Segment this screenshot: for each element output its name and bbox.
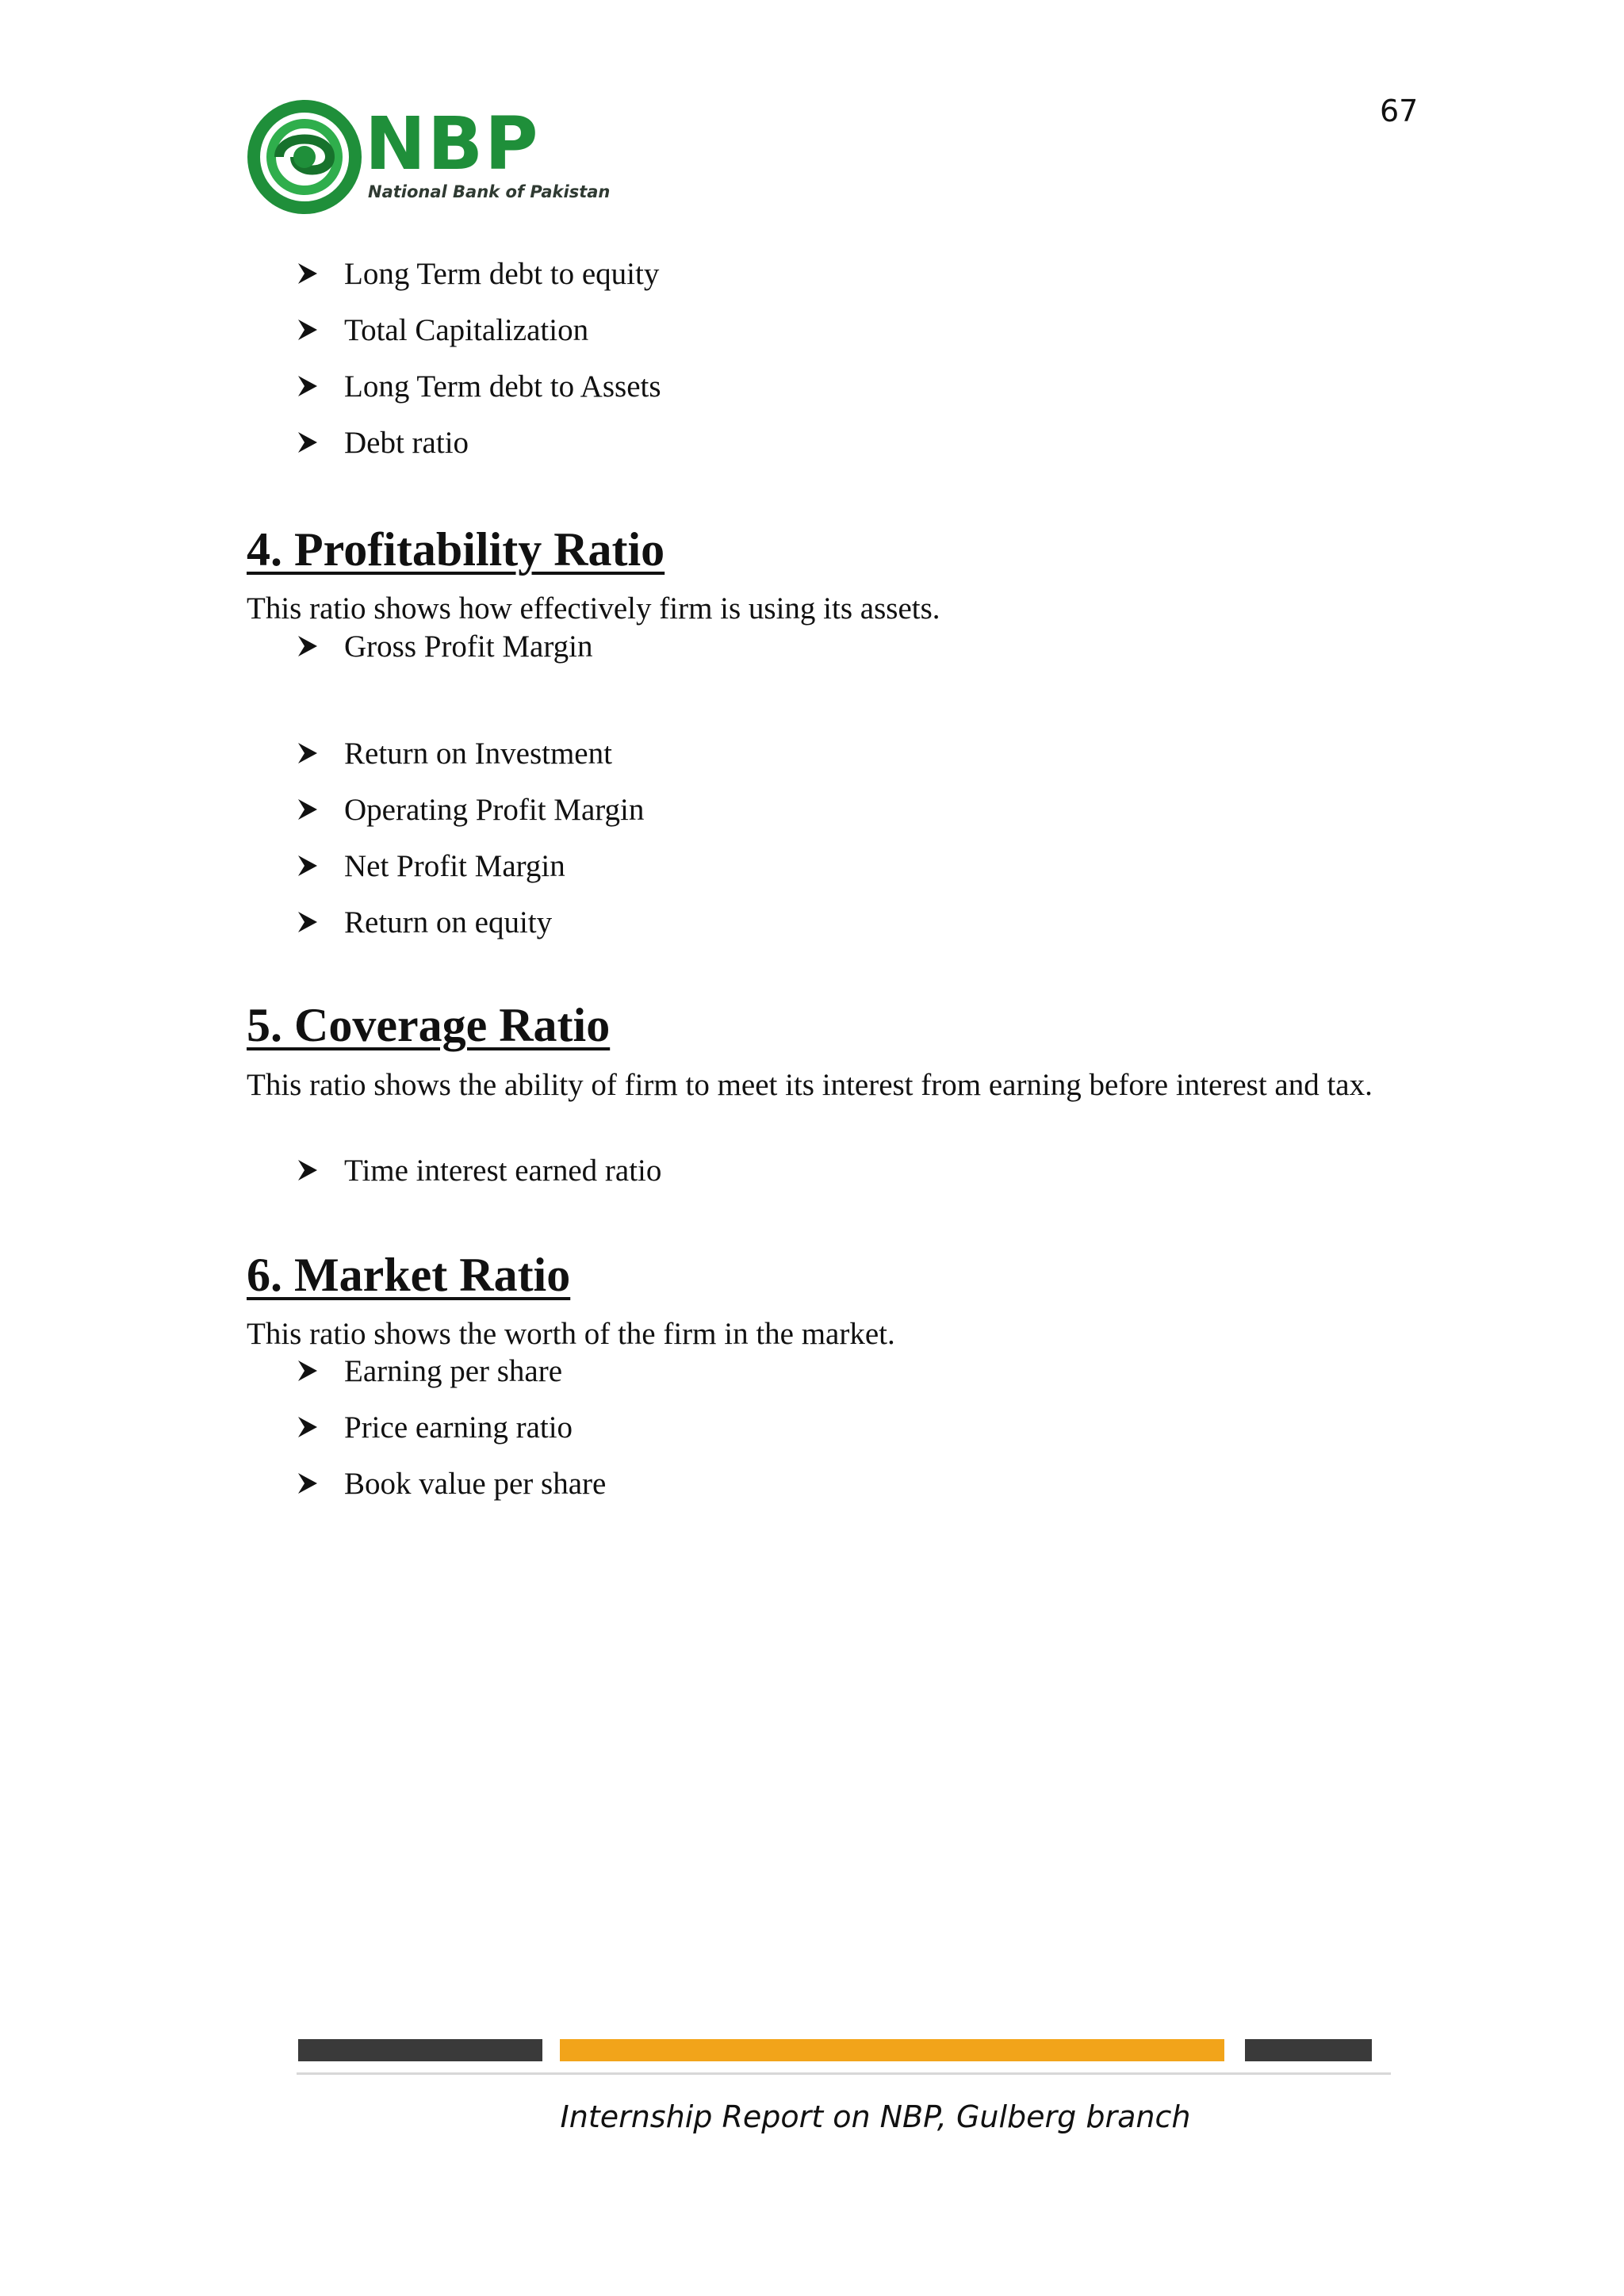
page-number: 67 [1380, 94, 1419, 128]
list-item: Earning per share [297, 1351, 606, 1407]
arrow-bullet-icon [297, 790, 344, 832]
list-item: Return on Investment [297, 733, 644, 790]
section-heading-coverage: 5. Coverage Ratio [247, 999, 611, 1051]
section-heading-profitability: 4. Profitability Ratio [247, 523, 665, 576]
list-item: Net Profit Margin [297, 846, 644, 902]
list-item: Book value per share [297, 1464, 606, 1520]
list-item: Gross Profit Margin [297, 626, 592, 683]
arrow-bullet-icon [297, 733, 344, 776]
list-item: Return on equity [297, 902, 644, 959]
profitability-list-continued [297, 733, 644, 959]
arrow-bullet-icon [297, 1351, 344, 1394]
footer-bar-dark-left [298, 2039, 542, 2061]
footer-divider [297, 2072, 1391, 2075]
logo-subtitle: National Bank of Pakistan [368, 182, 611, 201]
nbp-emblem-icon [247, 98, 366, 217]
list-item: Total Capitalization [297, 310, 661, 366]
arrow-bullet-icon [297, 423, 344, 465]
arrow-bullet-icon [297, 310, 344, 353]
arrow-bullet-icon [297, 1407, 344, 1450]
footer-text: Internship Report on NBP, Gulberg branch [560, 2099, 1191, 2134]
profitability-list [297, 626, 592, 683]
coverage-list [297, 1150, 661, 1207]
section-description-market: This ratio shows the worth of the firm in the market. [247, 1317, 895, 1351]
arrow-bullet-icon [297, 366, 344, 409]
leverage-list [297, 254, 661, 479]
arrow-bullet-icon [297, 1464, 344, 1506]
logo-letters: NBP [365, 101, 540, 186]
section-description-profitability: This ratio shows how effectively firm is using its assets. [247, 591, 940, 626]
list-item: Time interest earned ratio [297, 1150, 661, 1207]
nbp-logo [247, 98, 612, 217]
arrow-bullet-icon [297, 254, 344, 297]
arrow-bullet-icon [297, 1150, 344, 1193]
list-item: Price earning ratio [297, 1407, 606, 1464]
arrow-bullet-icon [297, 902, 344, 945]
list-item: Debt ratio [297, 423, 661, 479]
section-description-coverage: This ratio shows the ability of firm to meet its interest from earning before interest and tax. [247, 1068, 1373, 1102]
list-item: Long Term debt to equity [297, 254, 661, 310]
list-item: Operating Profit Margin [297, 790, 644, 846]
arrow-bullet-icon [297, 846, 344, 889]
arrow-bullet-icon [297, 626, 344, 669]
market-list [297, 1351, 606, 1520]
section-heading-market: 6. Market Ratio [247, 1249, 571, 1301]
footer-bar-orange [560, 2039, 1224, 2061]
footer-bar-dark-right [1245, 2039, 1372, 2061]
list-item: Long Term debt to Assets [297, 366, 661, 423]
